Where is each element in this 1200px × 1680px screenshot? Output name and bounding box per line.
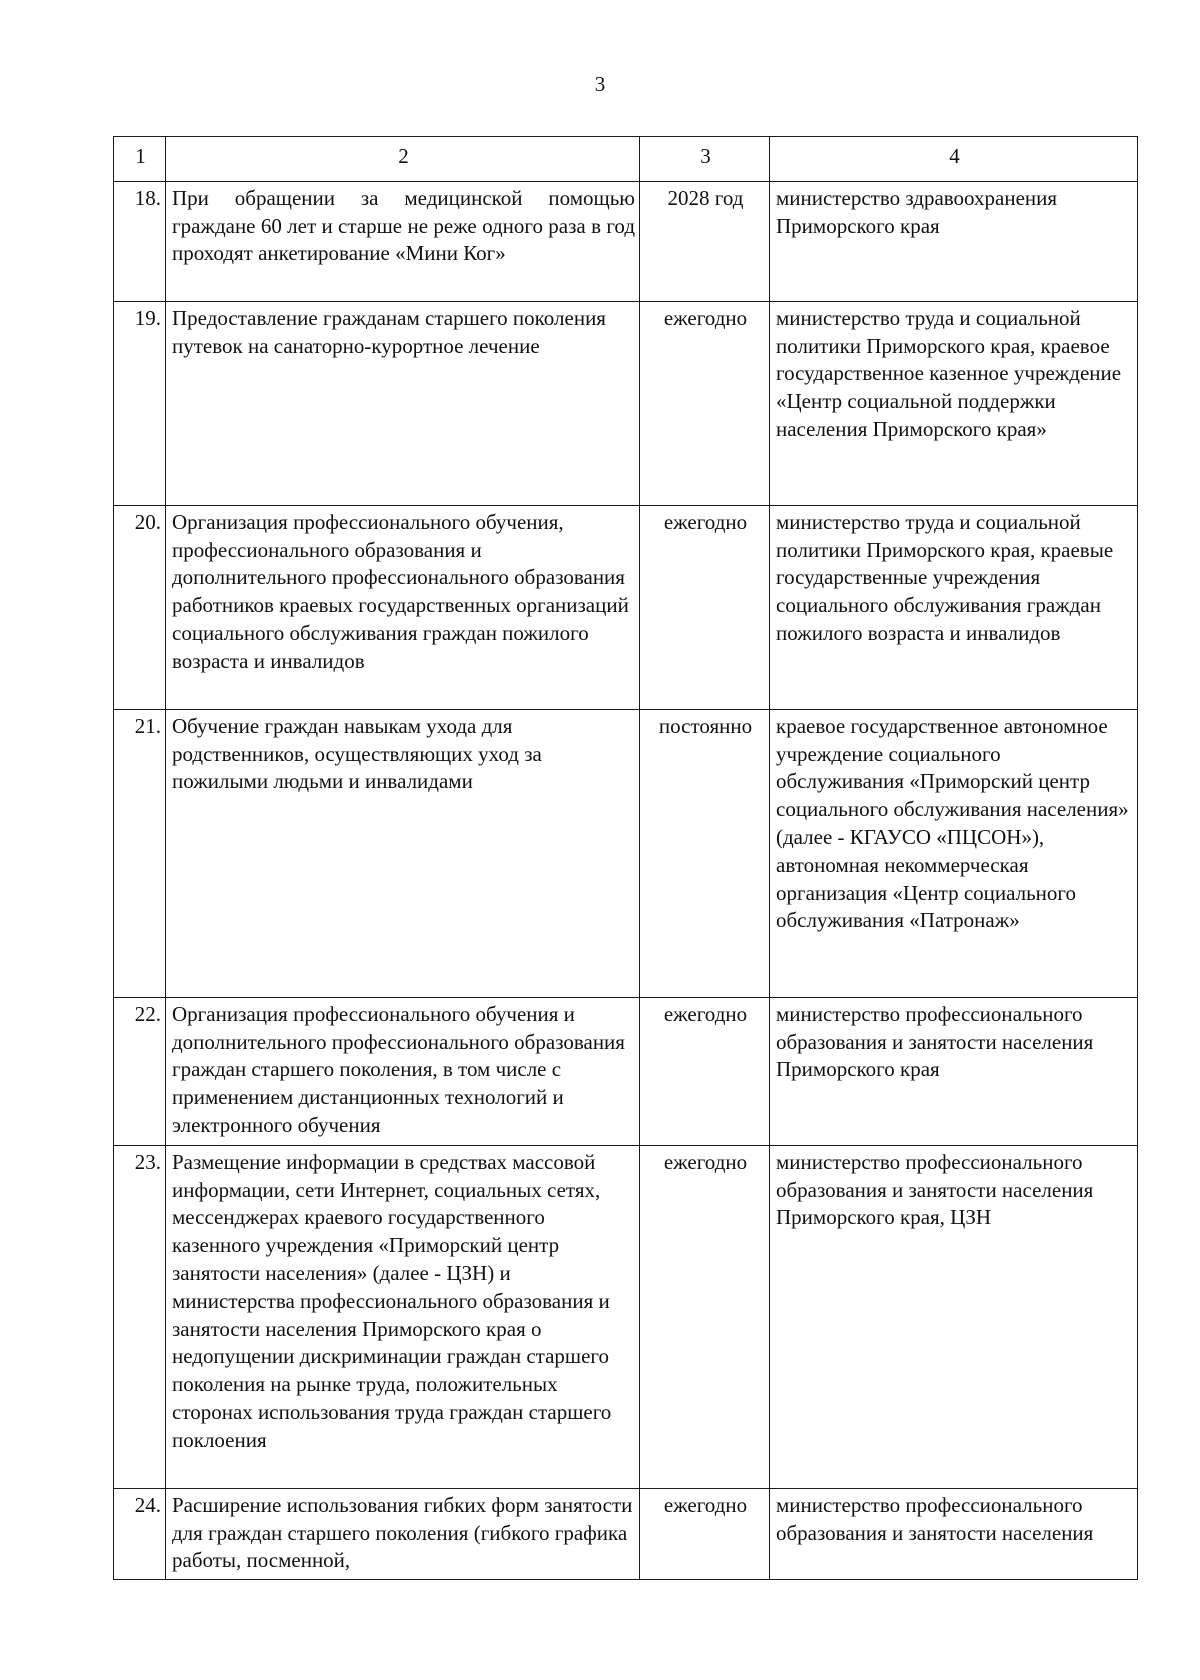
- table-row: [114, 997, 1138, 1145]
- row-number: 19.: [114, 301, 166, 505]
- row-number: 21.: [114, 709, 166, 997]
- table-row: [114, 709, 1138, 997]
- column-header-measure: 2: [166, 137, 640, 182]
- term-cell: ежегодно: [640, 1145, 770, 1488]
- executor-cell: министерство здравоохранения Приморского края: [770, 181, 1138, 301]
- measure-cell: При обращении за медицинской помощью граждане 60 лет и старше не реже одного раза в год проходят анкетирование «Мини Ког»: [166, 181, 640, 301]
- row-number: 23.: [114, 1145, 166, 1488]
- term-cell: ежегодно: [640, 1488, 770, 1579]
- row-number: 18.: [114, 181, 166, 301]
- term-cell: ежегодно: [640, 997, 770, 1145]
- table-row: [114, 1145, 1138, 1488]
- page-number: 3: [594, 72, 606, 96]
- column-header-executor: 4: [770, 137, 1138, 182]
- term-cell: постоянно: [640, 709, 770, 997]
- column-header-number: 1: [114, 137, 166, 182]
- measure-cell: Обучение граждан навыкам ухода для родственников, осуществляющих уход за пожилыми людьми и инвалидами: [166, 709, 640, 997]
- executor-cell: министерство профессионального образования и занятости населения Приморского края, ЦЗН: [770, 1145, 1138, 1488]
- term-cell: 2028 год: [640, 181, 770, 301]
- measure-cell: Организация профессионального обучения, профессионального образования и дополнительного профессионального образования работников краевых государственных организаций социального обслуживания граждан пожилого возраста и инвалидов: [166, 505, 640, 709]
- executor-cell: министерство труда и социальной политики Приморского края, краевые государственные учреждения социального обслуживания граждан пожилого возраста и инвалидов: [770, 505, 1138, 709]
- row-number: 20.: [114, 505, 166, 709]
- row-number: 22.: [114, 997, 166, 1145]
- row-number: 24.: [114, 1488, 166, 1579]
- measure-cell: Предоставление гражданам старшего поколения путевок на санаторно-курортное лечение: [166, 301, 640, 505]
- measure-cell: Организация профессионального обучения и дополнительного профессионального образования граждан старшего поколения, в том числе с применением дистанционных технологий и электронного обучения: [166, 997, 640, 1145]
- column-header-term: 3: [640, 137, 770, 182]
- table-header-row: [114, 137, 1138, 182]
- executor-cell: министерство профессионального образования и занятости населения Приморского края: [770, 997, 1138, 1145]
- term-cell: ежегодно: [640, 301, 770, 505]
- executor-cell: министерство труда и социальной политики Приморского края, краевое государственное казенное учреждение «Центр социальной поддержки населения Приморского края»: [770, 301, 1138, 505]
- table-row: [114, 1488, 1138, 1579]
- action-plan-table: [113, 136, 1138, 1580]
- measure-cell: Размещение информации в средствах массовой информации, сети Интернет, социальных сетях, мессенджерах краевого государственного казенного учреждения «Приморский центр занятости населения» (далее - ЦЗН) и министерства профессионального образования и занятости населения Приморского края о недопущении дискриминации граждан старшего поколения на рынке труда, положительных сторонах использования труда граждан старшего поклоения: [166, 1145, 640, 1488]
- table-row: [114, 181, 1138, 301]
- executor-cell: краевое государственное автономное учреждение социального обслуживания «Приморский центр социального обслуживания населения» (далее - КГАУСО «ПЦСОН»), автономная некоммерческая организация «Центр социального обслуживания «Патронаж»: [770, 709, 1138, 997]
- measure-cell: Расширение использования гибких форм занятости для граждан старшего поколения (гибкого графика работы, посменной,: [166, 1488, 640, 1579]
- table-row: [114, 505, 1138, 709]
- table-row: [114, 301, 1138, 505]
- executor-cell: министерство профессионального образования и занятости населения: [770, 1488, 1138, 1579]
- term-cell: ежегодно: [640, 505, 770, 709]
